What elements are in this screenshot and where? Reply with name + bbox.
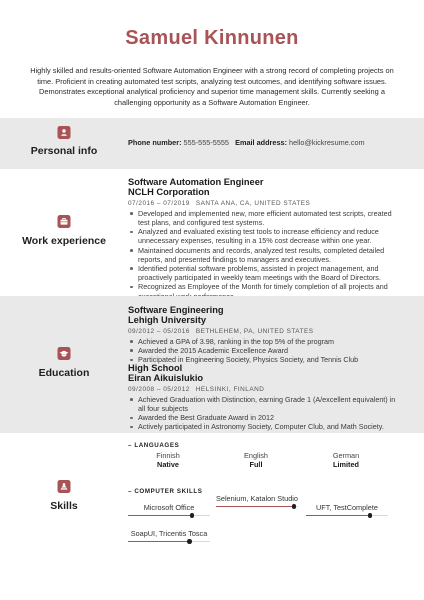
summary-text: Highly skilled and results-oriented Software Automation Engineer with a strong record of completing projects on time. Proficient in creating automated test scripts, analyzing test outcomes, and identifying software issues. Demonstrates exceptional analytical proficiency and superior time management skills. Currently seeking a challenging opportunity as a Software Automation Engineer. bbox=[30, 66, 394, 107]
education-title: Education bbox=[38, 367, 90, 379]
language-level: Native bbox=[157, 460, 179, 469]
school-name: Lehigh University bbox=[128, 315, 207, 326]
phone-value: 555-555-5555 bbox=[183, 138, 229, 147]
list-item: Awarded the 2015 Academic Excellence Award bbox=[128, 346, 404, 355]
education-dates: 09/2008 – 05/2012 bbox=[128, 385, 190, 393]
skill-item bbox=[128, 529, 210, 542]
degree-title: Software Engineering bbox=[128, 305, 224, 315]
personal-info-section bbox=[0, 118, 424, 169]
email-label: Email address: bbox=[235, 138, 288, 147]
job-location: SANTA ANA, CA, UNITED STATES bbox=[195, 199, 311, 207]
languages-heading: – LANGUAGES bbox=[128, 442, 180, 449]
skill-track bbox=[216, 506, 298, 507]
work-experience-title: Work experience bbox=[22, 235, 106, 247]
job-meta bbox=[128, 199, 404, 208]
language-name: German bbox=[332, 451, 360, 460]
skill-track bbox=[128, 541, 210, 542]
education-meta bbox=[128, 385, 404, 394]
skill-name: UFT, TestComplete bbox=[316, 503, 378, 512]
skill-knob bbox=[187, 539, 192, 544]
skill-name: SoapUI, Tricentis Tosca bbox=[130, 529, 208, 538]
language-name: Finnish bbox=[156, 451, 180, 460]
education-location: HELSINKI, FINLAND bbox=[195, 385, 265, 393]
skill-item bbox=[216, 494, 298, 507]
flask-icon bbox=[58, 480, 71, 493]
phone-label: Phone number: bbox=[128, 138, 182, 147]
skills-section bbox=[0, 433, 424, 600]
list-item: Analyzed and evaluated existing test tools to increase efficiency and reduce unnecessary expenses, resulting in a 15% cost decrease within one year. bbox=[128, 227, 404, 245]
list-item: Maintained documents and records, analyzed test results, completed detailed reports, and presented findings to managers and executives. bbox=[128, 246, 404, 264]
graduation-cap-icon bbox=[58, 347, 71, 360]
computer-skills-heading: – COMPUTER SKILLS bbox=[128, 488, 203, 495]
job-title: Software Automation Engineer bbox=[128, 177, 264, 187]
education-bullets bbox=[128, 395, 404, 432]
list-item: Developed and implemented new, more efficient automated test scripts, created test plans, and configured test systems. bbox=[128, 209, 404, 227]
language-item bbox=[216, 451, 296, 469]
list-item: Awarded the Best Graduate Award in 2012 bbox=[128, 413, 404, 422]
skill-knob bbox=[190, 513, 195, 518]
list-item: Participated in Engineering Society, Physics Society, and Tennis Club bbox=[128, 355, 404, 364]
language-level: Limited bbox=[333, 460, 359, 469]
skill-fill bbox=[216, 506, 294, 507]
education-entry bbox=[128, 305, 404, 364]
language-name: English bbox=[244, 451, 268, 460]
job-dates: 07/2016 – 07/2019 bbox=[128, 199, 190, 207]
education-meta bbox=[128, 327, 404, 336]
skill-item bbox=[306, 503, 388, 516]
skill-track bbox=[128, 515, 210, 516]
education-location: BETHLEHEM, PA, UNITED STATES bbox=[195, 327, 314, 335]
education-section bbox=[0, 296, 424, 433]
skill-item bbox=[128, 503, 210, 516]
resume-name: Samuel Kinnunen bbox=[125, 27, 299, 49]
skill-name: Microsoft Office bbox=[143, 503, 195, 512]
education-entry bbox=[128, 363, 404, 432]
education-dates: 09/2012 – 05/2016 bbox=[128, 327, 190, 335]
work-experience-section bbox=[0, 169, 424, 296]
job-bullets bbox=[128, 209, 404, 301]
briefcase-icon bbox=[58, 215, 71, 228]
list-item: Identified potential software problems, assisted in project management, and proactively participated in weekly team meetings with the Board of Directors. bbox=[128, 264, 404, 282]
degree-title: High School bbox=[128, 363, 183, 373]
education-bullets bbox=[128, 337, 404, 365]
skills-title: Skills bbox=[50, 500, 78, 512]
skill-knob bbox=[292, 504, 297, 509]
skill-knob bbox=[368, 513, 373, 518]
list-item: Achieved Graduation with Distinction, earning Grade 1 (A/excellent equivalent) in all four subjects bbox=[128, 395, 404, 413]
skill-track bbox=[306, 515, 388, 516]
skill-fill bbox=[128, 541, 190, 542]
language-level: Full bbox=[249, 460, 263, 469]
list-item: Actively participated in Astronomy Society, Computer Club, and Math Society. bbox=[128, 422, 404, 431]
list-item: Achieved a GPA of 3.98, ranking in the top 5% of the program bbox=[128, 337, 404, 346]
person-icon bbox=[58, 126, 71, 139]
school-name: Eiran Aikuislukio bbox=[128, 373, 204, 384]
list-item: Recognized as Employee of the Month for timely completion of all projects and bbox=[128, 282, 404, 300]
contact-line bbox=[128, 138, 404, 147]
language-item bbox=[128, 451, 208, 469]
skill-name: Selenium, Katalon Studio bbox=[216, 494, 298, 503]
job-entry bbox=[128, 177, 404, 301]
language-item bbox=[306, 451, 386, 469]
email-value[interactable]: hello@kickresume.com bbox=[289, 138, 365, 147]
skill-fill bbox=[128, 515, 192, 516]
skill-fill bbox=[306, 515, 370, 516]
job-company: NCLH Corporation bbox=[128, 187, 210, 198]
personal-info-title: Personal info bbox=[30, 145, 98, 157]
